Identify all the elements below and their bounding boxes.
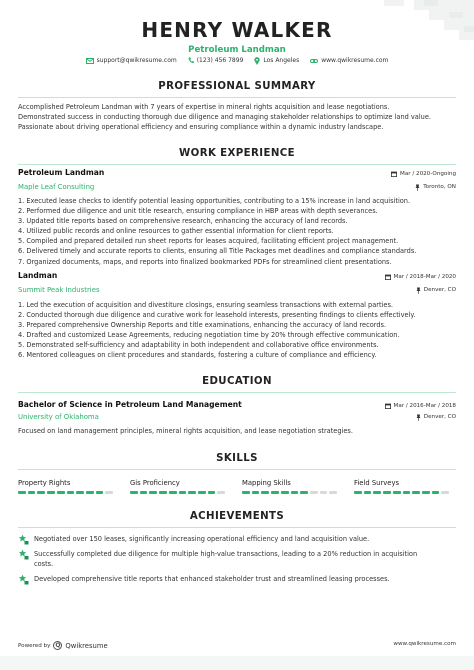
skill-level-segment [18,491,26,494]
job-location [416,286,456,294]
job-dates [391,170,456,178]
contact-website[interactable] [310,56,388,65]
skill-level-bar [354,491,449,494]
education-school: University of Oklahoma [18,413,99,421]
job-bullet-list [18,300,460,361]
skill-level-segment [354,491,362,494]
achievements-divider [18,527,456,528]
skill-level-segment [271,491,279,494]
section-heading-achievements: ACHIEVEMENTS [189,511,285,522]
job-title: Landman [18,271,58,280]
job-bullet: 4. Utilized public records and online resources to gather essential information for client reports. [18,227,334,236]
footer-website[interactable]: www.qwikresume.com [393,641,456,647]
skill-level-segment [412,491,420,494]
education-description: Focused on land management principles, mineral rights acquisition, and lease negotiation strategies. [18,427,353,435]
achievement-text [34,574,458,584]
skill-item [130,479,225,494]
skill-level-segment [383,491,391,494]
skill-level-segment [105,491,113,494]
skill-name: Property Rights [18,479,71,487]
skill-item [242,479,337,494]
experience-divider [18,164,456,165]
skill-level-segment [179,491,187,494]
qwikresume-logo-icon: Q [55,641,61,649]
job-bullet: 2. Conducted thorough due diligence and curative work for leasehold interests, presenting findings to clients effectively. [18,311,416,320]
resume-header [0,18,474,56]
skill-level-segment [300,491,308,494]
job-bullet: 2. Performed due diligence and unit title research, ensuring compliance in HBP areas with depth severances. [18,207,378,216]
skill-level-bar [242,491,337,494]
skill-level-segment [320,491,328,494]
skill-level-segment [242,491,250,494]
job-location [415,183,456,191]
job-bullet: 5. Demonstrated self-sufficiency and adaptability in both independent and collaborative office environments. [18,341,379,350]
skill-level-segment [261,491,269,494]
section-heading-education: EDUCATION [202,376,272,387]
pushpin-icon [416,287,421,294]
achievement-text [34,549,458,569]
skill-level-segment [140,491,148,494]
star-achievement-icon [18,534,29,545]
job-title: Petroleum Landman [18,168,105,177]
email-text: support@qwikresume.com [96,57,177,64]
skill-level-segment [422,491,430,494]
pushpin-icon [415,184,420,191]
powered-by[interactable] [18,641,108,650]
skill-level-segment [67,491,75,494]
website-text: www.qwikresume.com [321,57,389,64]
star-achievement-icon [18,549,29,560]
calendar-icon [385,403,391,409]
job-company: Summit Peak Industries [18,286,100,294]
job-bullet: 6. Mentored colleagues on client procedures and standards, fostering a culture of compliance and efficiency. [18,351,377,360]
education-degree: Bachelor of Science in Petroleum Land Management [18,400,242,409]
skills-row [18,479,458,499]
skill-name: Mapping Skills [242,479,291,487]
envelope-icon [86,58,94,64]
skill-level-segment [159,491,167,494]
footer-strip [0,656,474,670]
job-location-text: Toronto, ON [423,184,456,190]
skill-level-segment [188,491,196,494]
skill-level-segment [252,491,260,494]
job-bullet: 7. Organized documents, maps, and reports into finalized bookmarked PDFs for streamlined client presentations. [18,257,392,266]
skill-level-segment [291,491,299,494]
summary-line: Accomplished Petroleum Landman with 7 years of expertise in mineral rights acquisition and lease negotiations. [18,103,390,111]
skill-level-segment [198,491,206,494]
achievement-line: costs. [34,560,54,569]
section-heading-summary: PROFESSIONAL SUMMARY [158,81,316,92]
job-bullet-list [18,196,460,267]
page-footer [0,639,474,651]
job-bullet: 6. Delivered timely and accurate reports to clients, ensuring all Title Packages met deadlines and compliance standards. [18,247,417,256]
education-divider [18,392,456,393]
achievement-line: Developed comprehensive title reports that enhanced stakeholder trust and streamlined leasing processes. [34,575,390,583]
job-location-text: Denver, CO [423,287,456,293]
skill-level-segment [76,491,84,494]
skill-level-segment [28,491,36,494]
skill-level-bar [18,491,113,494]
job-bullet: 3. Prepared comprehensive Ownership Reports and title examinations, enhancing the accuracy of land records. [18,321,387,330]
job-company: Maple Leaf Consulting [18,183,95,191]
section-heading-skills: SKILLS [216,453,258,464]
skill-item [18,479,113,494]
skill-level-bar [130,491,225,494]
education-dates [385,402,456,410]
education-dates-text: Mar / 2016-Mar / 2018 [393,403,456,409]
location-pin-icon [254,57,260,65]
contact-email[interactable] [86,56,177,65]
pushpin-icon [416,414,421,421]
star-achievement-icon [18,574,29,585]
skill-level-segment [393,491,401,494]
summary-text [18,102,460,133]
skill-name: Gis Proficiency [130,479,180,487]
candidate-title: Petroleum Landman [188,45,286,55]
skill-level-segment [37,491,45,494]
skill-level-segment [169,491,177,494]
phone-icon [188,57,194,64]
job-bullet: 4. Drafted and customized Lease Agreements, reducing negotiation time by 20% through effective communication. [18,331,400,340]
skill-level-segment [373,491,381,494]
contact-location [254,56,299,65]
link-icon [310,58,318,64]
powered-by-label: Powered by [18,642,51,649]
job-bullet: 5. Compiled and prepared detailed run sheet reports for leases acquired, facilitating efficient project management. [18,237,399,246]
skills-divider [18,469,456,470]
skill-level-segment [281,491,289,494]
calendar-icon [391,171,397,177]
summary-line: Passionate about driving operational efficiency and ensuring compliance within a dynamic industry landscape. [18,123,384,132]
contact-bar [0,56,474,65]
skill-level-segment [57,491,65,494]
brand-name: Qwikresume [65,641,108,650]
skill-level-segment [432,491,440,494]
skill-level-segment [364,491,372,494]
skill-level-segment [47,491,55,494]
skill-level-segment [149,491,157,494]
achievement-text [34,534,458,544]
summary-divider [18,97,456,98]
calendar-icon [385,274,391,280]
job-bullet: 3. Updated title reports based on comprehensive research, enhancing the accuracy of land records. [18,217,348,226]
skill-level-segment [130,491,138,494]
contact-phone[interactable] [188,56,244,65]
skill-level-segment [96,491,104,494]
skill-level-segment [217,491,225,494]
education-location [416,413,456,421]
skill-level-segment [86,491,94,494]
education-location-text: Denver, CO [423,414,456,420]
summary-line: Demonstrated success in conducting thorough due diligence and managing stakeholder relationships to optimize land value. [18,113,432,122]
skill-level-segment [310,491,318,494]
phone-text: (123) 456 7899 [196,57,244,64]
achievement-line: Successfully completed due diligence for multiple high-value transactions, leading to a 20% reduction in acquisition [34,550,418,558]
job-bullet: 1. Executed lease checks to identify potential leasing opportunities, contributing to a 15% increase in land acquisition. [18,197,411,205]
location-text: Los Angeles [263,57,300,64]
skill-item [354,479,449,494]
job-dates-text: Mar / 2018-Mar / 2020 [393,274,456,280]
job-dates [385,273,456,281]
candidate-name: HENRY WALKER [141,18,333,42]
skill-name: Field Surveys [354,479,400,487]
section-heading-experience: WORK EXPERIENCE [179,148,295,159]
skill-level-segment [208,491,216,494]
skill-level-segment [441,491,449,494]
skill-level-segment [403,491,411,494]
job-bullet: 1. Led the execution of acquisition and divestiture closings, ensuring seamless transactions with external parties. [18,301,393,309]
skill-level-segment [329,491,337,494]
job-dates-text: Mar / 2020-Ongoing [400,171,456,177]
achievement-line: Negotiated over 150 leases, significantly increasing operational efficiency and land acquisition value. [34,535,370,543]
